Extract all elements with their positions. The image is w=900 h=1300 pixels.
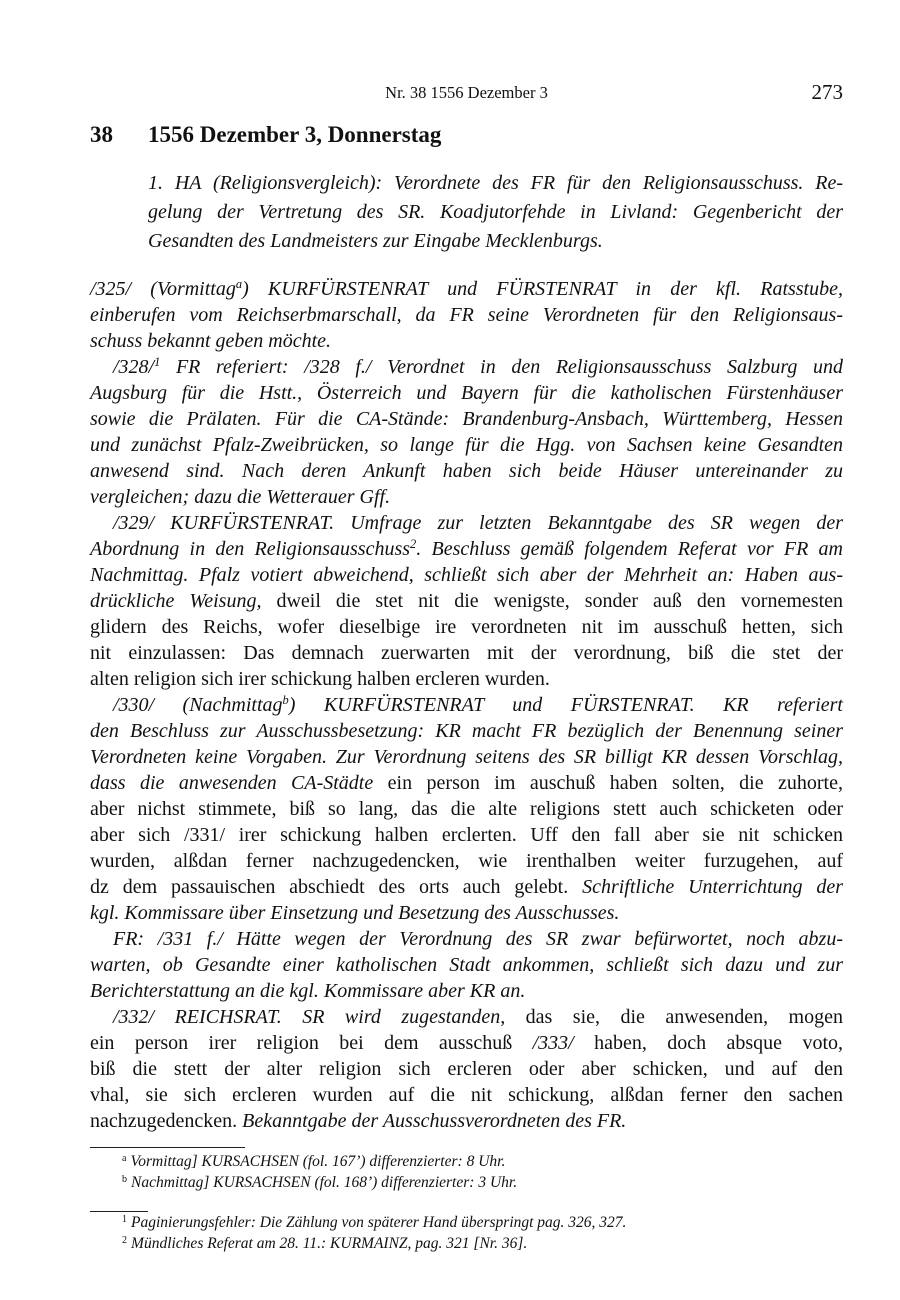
text-line-content (90, 406, 843, 432)
text-line-content (113, 510, 843, 536)
source-quotation: vhal, sie sich ercleren wurden auf die nit schickung, alßdan ferner den sachen (90, 1084, 843, 1106)
text-line (90, 328, 843, 354)
text-line (90, 796, 843, 822)
editorial-text: warten, ob Gesandte einer katholischen Stadt ankommen, schließt sich dazu und zur (90, 954, 843, 976)
document-date: 1556 Dezember 3, Donnerstag (148, 122, 442, 147)
text-line (90, 276, 843, 302)
source-quotation: aber sich /331/ irer schickung halben erclerten. Uff den fall aber sie nit schicken (90, 824, 843, 846)
editorial-text: dass die anwesenden CA-Städte (90, 772, 374, 794)
text-line-content (90, 952, 843, 978)
note-reference: b (282, 693, 289, 708)
note-reference: 1 (154, 355, 161, 370)
editorial-text: Schriftliche Unterrichtung der (582, 876, 843, 898)
editorial-text: Gesandten des Landmeisters zur Eingabe Mecklenburgs. (148, 230, 603, 252)
text-line (90, 562, 843, 588)
text-line (90, 718, 843, 744)
editorial-text: . Beschluss gemäß folgendem Referat vor FR am (416, 538, 843, 560)
text-line (148, 227, 843, 256)
text-line-content (113, 354, 843, 380)
text-line-content (90, 718, 843, 744)
editorial-text: /332/ REICHSRAT. SR wird zugestanden, (113, 1006, 506, 1028)
editorial-text: ) KURFÜRSTENRAT und FÜRSTENRAT. KR referiert (288, 694, 843, 716)
text-line (90, 484, 843, 510)
text-line-content (90, 588, 843, 614)
text-line (148, 198, 843, 227)
footnote-marker: a (122, 1153, 127, 1165)
text-line-content (90, 380, 843, 406)
editorial-text: anwesend sind. Nach deren Ankunft haben sich beide Häuser untereinander zu (90, 460, 843, 482)
editorial-text: /330/ (Nachmittag (113, 694, 283, 716)
source-quotation: biß die stett der alter religion sich ercleren oder aber schicken, und auf den (90, 1058, 843, 1080)
text-line-content (90, 432, 843, 458)
editorial-text: vergleichen; dazu die Wetterauer Gff. (90, 486, 391, 508)
editorial-text: ) KURFÜRSTENRAT und FÜRSTENRAT in der kfl. Ratsstube, (242, 278, 843, 300)
document-title (90, 122, 441, 148)
text-line-content (113, 1004, 843, 1030)
editorial-text: Nachmittag. Pfalz votiert abweichend, schließt sich aber der Mehrheit an: Haben aus- (90, 564, 843, 586)
editorial-text: FR referiert: /328 f./ Verordnet in den Religionsausschuss Salzburg und (160, 356, 843, 378)
text-line-content (90, 848, 843, 874)
footnote-text: Nachmittag] KURSACHSEN (fol. 168’) differenzierter: 3 Uhr. (131, 1174, 518, 1191)
text-notes-divider (90, 1147, 245, 1148)
text-line (90, 458, 843, 484)
footnotes-divider (90, 1211, 148, 1212)
text-line (90, 666, 843, 692)
text-line (90, 900, 843, 926)
text-line (90, 1082, 843, 1108)
text-line (90, 302, 843, 328)
editorial-text: FR: /331 f./ Hätte wegen der Verordnung des SR zwar befürwortet, noch abzu- (113, 928, 843, 950)
summary-regest (148, 169, 843, 256)
text-line-content (90, 562, 843, 588)
text-line (90, 1004, 843, 1030)
text-line-content (90, 536, 843, 562)
editorial-text: Verordneten keine Vorgaben. Zur Verordnung seitens des SR billigt KR dessen Vorschlag, (90, 746, 843, 768)
editorial-text: 1. HA (Religionsvergleich): Verordnete des FR für den Religionsausschuss. Re- (148, 172, 843, 194)
document-number: 38 (90, 122, 113, 147)
source-quotation: haben, doch absque voto, (573, 1032, 843, 1054)
editorial-text: schuss bekannt geben möchte. (90, 330, 332, 352)
text-line (90, 848, 843, 874)
text-line-content (90, 900, 619, 926)
running-header (90, 80, 843, 106)
text-line (90, 926, 843, 952)
source-quotation: wurden, alßdan ferner nachzugedencken, wie irenthalben weiter furzugehen, auf (90, 850, 843, 872)
text-line (90, 536, 843, 562)
text-line-content (90, 1056, 843, 1082)
editorial-text: und zunächst Pfalz-Zweibrücken, so lange für die Hgg. von Sachsen keine Gesandten (90, 434, 843, 456)
editorial-text: drückliche Weisung, (90, 590, 262, 612)
editorial-text: /333/ (532, 1032, 574, 1054)
source-quotation: glidern des Reichs, wofer dieselbige ire verordneten nit im ausschuß hetten, sich (90, 616, 843, 638)
editorial-text: Abordnung in den Religionsausschuss (90, 538, 411, 560)
source-quotation: das sie, die anwesenden, mogen (505, 1006, 843, 1028)
footnote-marker: 1 (122, 1214, 128, 1226)
text-line-content (148, 198, 843, 227)
editorial-text: Berichterstattung an die kgl. Kommissare aber KR an. (90, 980, 526, 1002)
text-line (90, 614, 843, 640)
text-line-content (148, 227, 603, 256)
text-line-content (90, 770, 843, 796)
text-line (90, 640, 843, 666)
editorial-text: den Beschluss zur Ausschussbesetzung: KR macht FR bezüglich der Benennung seiner (90, 720, 843, 742)
text-line (90, 1108, 843, 1134)
text-line-content (90, 328, 331, 354)
editorial-text: einberufen vom Reichserbmarschall, da FR seine Verordneten für den Religionsaus- (90, 304, 843, 326)
text-line-content (90, 822, 843, 848)
note-reference: a (235, 277, 243, 292)
editorial-text: sowie die Prälaten. Für die CA-Stände: Brandenburg-Ansbach, Württemberg, Hessen (90, 408, 843, 430)
text-line (90, 978, 843, 1004)
editorial-text: Bekanntgabe der Ausschussverordneten des FR. (242, 1110, 627, 1132)
text-line-content (90, 484, 390, 510)
text-line (90, 380, 843, 406)
editorial-text: Augsburg für die Hstt., Österreich und Bayern für die katholischen Fürstenhäuser (90, 382, 843, 404)
text-line-content (90, 1030, 843, 1056)
source-quotation: dweil die stet nit die wenigste, sonder auß den vornemesten (261, 590, 843, 612)
text-line (90, 822, 843, 848)
text-line (90, 874, 843, 900)
text-line (90, 406, 843, 432)
text-line (90, 952, 843, 978)
text-line-content (90, 874, 843, 900)
page-number: 273 (811, 80, 843, 104)
source-quotation: ein person irer religion bei dem ausschuß (90, 1032, 533, 1054)
text-line (90, 692, 843, 718)
note-reference: 2 (410, 537, 417, 552)
footnote-text: Vormittag] KURSACHSEN (fol. 167’) differenzierter: 8 Uhr. (130, 1153, 506, 1170)
text-line-content (90, 1082, 843, 1108)
text-line-content (90, 458, 843, 484)
text-line (90, 744, 843, 770)
footnote-text: Paginierungsfehler: Die Zählung von späterer Hand überspringt pag. 326, 327. (131, 1214, 627, 1231)
source-quotation: nit einzulassen: Das demnach zuerwarten mit der verordnung, biß die stet der (90, 642, 843, 664)
editorial-text: /329/ KURFÜRSTENRAT. Umfrage zur letzten Bekanntgabe des SR wegen der (113, 512, 843, 534)
editorial-text: kgl. Kommissare über Einsetzung und Besetzung des Ausschusses. (90, 902, 620, 924)
editorial-text: /328/ (113, 356, 155, 378)
text-line-content (90, 978, 525, 1004)
text-line (90, 354, 843, 380)
footnote-marker: 2 (122, 1235, 128, 1247)
source-quotation: alten religion sich irer schickung halben ercleren wurden. (90, 668, 550, 690)
source-quotation: ein person im auschuß haben solten, die zuhorte, (373, 772, 843, 794)
text-line-content (90, 276, 843, 302)
text-line (90, 588, 843, 614)
text-line-content (148, 169, 843, 198)
text-line-content (90, 796, 843, 822)
editorial-text: gelung der Vertretung des SR. Koadjutorfehde in Livland: Gegenbericht der (148, 201, 843, 223)
text-line-content (90, 1108, 626, 1134)
text-line (90, 432, 843, 458)
text-line-content (90, 614, 843, 640)
text-line (90, 1056, 843, 1082)
source-quotation: nachzugedencken. (90, 1110, 243, 1132)
body-text (90, 276, 843, 1134)
source-quotation: aber nichst stimmete, biß so lang, das die alte religions stett auch schicketen oder (90, 798, 843, 820)
text-line-content (90, 640, 843, 666)
text-line-content (113, 692, 843, 718)
text-line (90, 1030, 843, 1056)
running-title: Nr. 38 1556 Dezember 3 (385, 83, 548, 102)
text-line (90, 510, 843, 536)
source-quotation: dz dem passauischen abschiedt des orts auch gelebt. (90, 876, 583, 898)
editorial-text: /325/ (Vormittag (90, 278, 236, 300)
footnote-marker: b (122, 1174, 128, 1186)
text-line (148, 169, 843, 198)
footnote-text: Mündliches Referat am 28. 11.: KURMAINZ, pag. 321 [Nr. 36]. (131, 1235, 528, 1252)
text-line (90, 770, 843, 796)
text-line-content (90, 302, 843, 328)
text-line-content (90, 744, 843, 770)
text-line-content (90, 666, 550, 692)
text-line-content (113, 926, 843, 952)
